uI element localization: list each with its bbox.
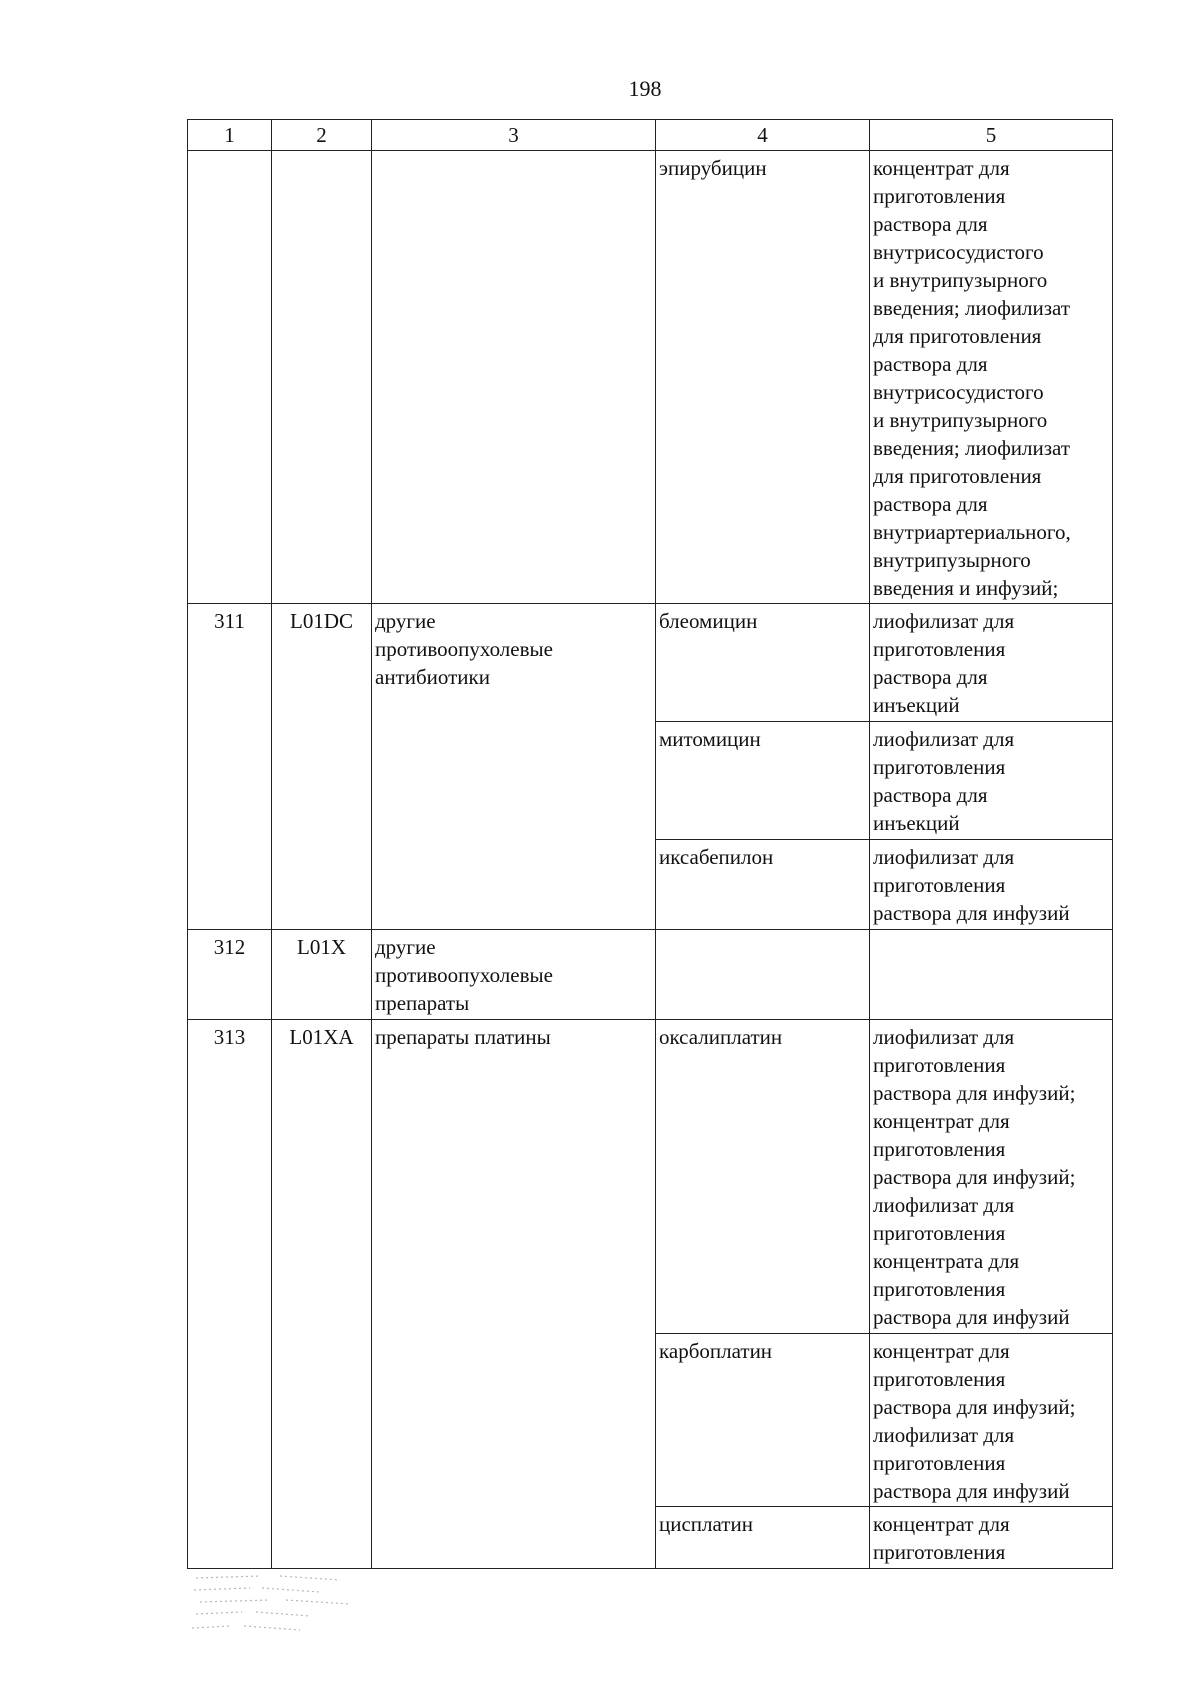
cell-number: 313	[188, 1020, 272, 1569]
cell-dosage-form: концентрат для приготовления раствора для инфузий; лиофилизат для приготовления раствора для инфузий	[870, 1334, 1113, 1507]
cell-dosage-form: лиофилизат для приготовления раствора для инфузий; концентрат для приготовления раствора для инфузий; лиофилизат для приготовления концентрата для приготовления раствора для инфузий	[870, 1020, 1113, 1334]
header-col-4: 4	[656, 120, 870, 151]
cell-drug: цисплатин	[656, 1507, 870, 1569]
header-col-3: 3	[372, 120, 656, 151]
cell-dosage-form: лиофилизат для приготовления раствора для инъекций	[870, 604, 1113, 722]
cell-dosage-form: лиофилизат для приготовления раствора для инфузий	[870, 840, 1113, 930]
cell-group: другие противоопухолевые препараты	[372, 930, 656, 1020]
cell-drug: иксабепилон	[656, 840, 870, 930]
cell-drug	[656, 930, 870, 1020]
cell-drug: блеомицин	[656, 604, 870, 722]
cell-number: 312	[188, 930, 272, 1020]
cell-drug: карбоплатин	[656, 1334, 870, 1507]
cell-dosage-form: лиофилизат для приготовления раствора для инъекций	[870, 722, 1113, 840]
cell-dosage-form: концентрат для приготовления	[870, 1507, 1113, 1569]
table-row	[188, 604, 1113, 722]
cell-group: препараты платины	[372, 1020, 656, 1569]
cell-code: L01XA	[272, 1020, 372, 1569]
header-col-1: 1	[188, 120, 272, 151]
cell-number: 311	[188, 604, 272, 930]
cell-dosage-form	[870, 930, 1113, 1020]
cell-group: другие противоопухолевые антибиотики	[372, 604, 656, 930]
page-number: 198	[628, 76, 662, 101]
scan-stamp-mark	[190, 1570, 370, 1640]
cell-drug: эпирубицин	[656, 151, 870, 604]
header-col-5: 5	[870, 120, 1113, 151]
drug-table	[187, 119, 1113, 1569]
table-header-row	[188, 120, 1113, 151]
table-row	[188, 151, 1113, 604]
cell-code	[272, 151, 372, 604]
cell-dosage-form: концентрат для приготовления раствора для внутрисосудистого и внутрипузырного введения; лиофилизат для приготовления раствора для внутрисосудистого и внутрипузырного введения; лиофилизат для приготовления раствора для внутриартериального, внутрипузырного введения и инфузий;	[870, 151, 1113, 604]
cell-code: L01X	[272, 930, 372, 1020]
cell-code: L01DC	[272, 604, 372, 930]
cell-group	[372, 151, 656, 604]
cell-drug: оксалиплатин	[656, 1020, 870, 1334]
cell-drug: митомицин	[656, 722, 870, 840]
cell-number	[188, 151, 272, 604]
header-col-2: 2	[272, 120, 372, 151]
table-row	[188, 1020, 1113, 1334]
table-row	[188, 930, 1113, 1020]
